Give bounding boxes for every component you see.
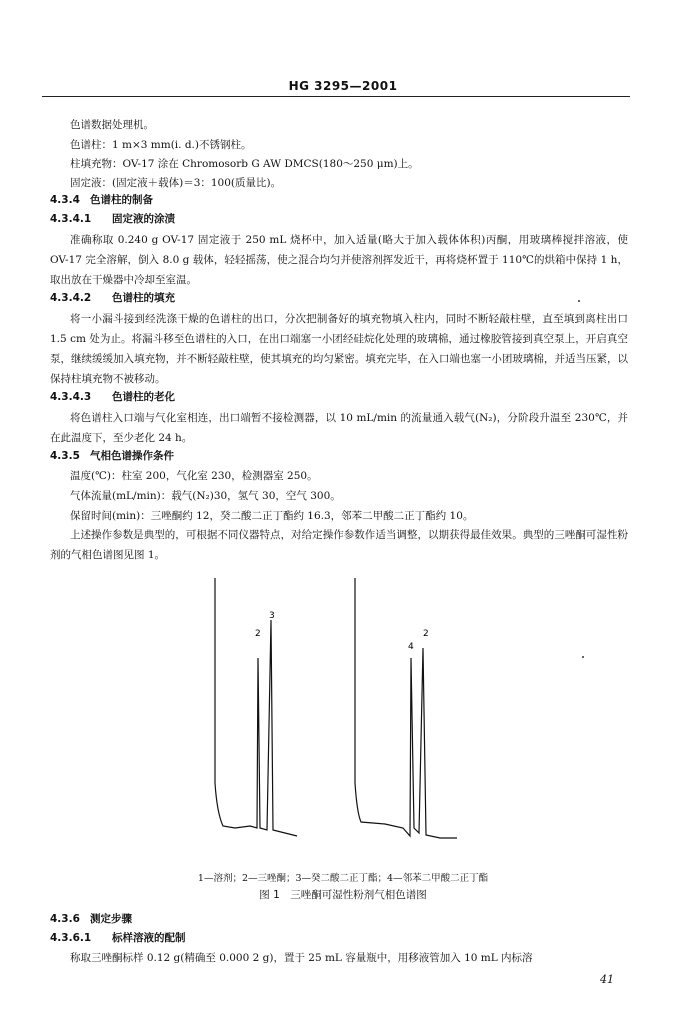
paragraph-4-3-6-1: 称取三唑酮标样 0.12 g(精确至 0.000 2 g)，置于 25 mL 容量瓶中，用移液管加入 10 mL 内标溶 (70, 952, 533, 964)
line-data-processor: 色谱数据处理机。 (70, 119, 154, 131)
line-column: 色谱柱：1 m×3 mm(i. d.)不锈钢柱。 (70, 139, 252, 151)
heading-4-3-6 (50, 912, 132, 926)
scan-speck (578, 300, 580, 302)
line-packing: 柱填充物：OV-17 涂在 Chromosorb G AW DMCS(180～250 μm)上。 (70, 158, 419, 170)
heading-4-3-4 (50, 193, 153, 207)
heading-4-3-6-1 (50, 931, 186, 945)
heading-4-3-4-1 (50, 212, 175, 226)
heading-number: 4.3.6.1 (50, 932, 92, 944)
peak-label-2-right: 2 (423, 629, 429, 639)
peak-label-2-left: 2 (255, 629, 261, 639)
chromatogram-figure (205, 578, 470, 853)
heading-4-3-5 (50, 449, 174, 463)
chromatogram-trace-right (355, 578, 457, 838)
condition-gas-flow: 气体流量(mL/min)：载气(N₂)30，氢气 30，空气 300。 (70, 490, 341, 502)
heading-number: 4.3.4.3 (50, 391, 92, 403)
scan-speck (582, 656, 584, 658)
heading-number: 4.3.4 (50, 194, 80, 206)
heading-title: 固定液的涂渍 (112, 213, 175, 225)
heading-number: 4.3.5 (50, 450, 80, 462)
paragraph-4-3-4-2: 将一小漏斗接到经洗涤干燥的色谱柱的出口，分次把制备好的填充物填入柱内，同时不断轻敲柱壁，直至填到离柱出口 1.5 cm 处为止。将漏斗移至色谱柱的入口，在出口端塞一小团经硅烷化处理的玻璃棉，通过橡胶管接到真空泵上，开启真空泵，继续缓缓加入填充物，并不断轻敲柱壁，使其填充的均匀紧密。填充完毕，在入口端也塞一小团玻璃棉，并适当压紧，以保持柱填充物不被移动。 (50, 313, 628, 385)
heading-title: 测定步骤 (90, 913, 132, 925)
heading-title: 色谱柱的填充 (112, 292, 175, 304)
paragraph-4-3-4-3: 将色谱柱入口端与气化室相连，出口端暂不接检测器，以 10 mL/min 的流量通入载气(N₂)，分阶段升温至 230℃，并在此温度下，至少老化 24 h。 (50, 412, 628, 444)
line-stationary-phase: 固定液：(固定液＋载体)＝3：100(质量比)。 (70, 177, 282, 189)
heading-number: 4.3.4.2 (50, 292, 92, 304)
header-rule (42, 96, 630, 97)
heading-4-3-4-2 (50, 291, 175, 305)
paragraph-4-3-5: 上述操作参数是典型的，可根据不同仪器特点，对给定操作参数作适当调整，以期获得最佳效果。典型的三唑酮可湿性粉剂的气相色谱图见图 1。 (50, 529, 628, 561)
condition-temperature: 温度(℃)：柱室 200，气化室 230，检测器室 250。 (70, 470, 318, 482)
heading-title: 标样溶液的配制 (112, 932, 186, 944)
heading-number: 4.3.4.1 (50, 213, 92, 225)
page-header-code: HG 3295—2001 (288, 79, 398, 93)
peak-label-4: 4 (408, 642, 414, 652)
chromatogram-trace-left (215, 578, 297, 836)
figure-legend: 1—溶剂；2—三唑酮；3—癸二酸二正丁酯；4—邻苯二甲酸二正丁酯 (197, 873, 489, 884)
page-number: 41 (600, 973, 614, 986)
heading-4-3-4-3 (50, 390, 175, 404)
heading-number: 4.3.6 (50, 913, 80, 925)
figure-caption: 图 1 三唑酮可湿性粉剂气相色谱图 (259, 889, 427, 901)
condition-retention-time: 保留时间(min)：三唑酮约 12，癸二酸二正丁酯约 16.3，邻苯二甲酸二正丁酯约 10。 (70, 510, 474, 522)
heading-title: 气相色谱操作条件 (90, 450, 174, 462)
paragraph-4-3-4-1: 准确称取 0.240 g OV-17 固定液于 250 mL 烧杯中，加入适量(略大于加入载体体积)丙酮，用玻璃棒搅拌溶液，使 OV-17 完全溶解，倒入 8.0 g 载体，轻轻摇荡，使之混合均匀并使溶剂挥发近干，再将烧杯置于 110℃的烘箱中保持 1 h，取出放在干燥器中冷却至室温。 (50, 234, 628, 286)
peak-label-3: 3 (269, 611, 275, 621)
heading-title: 色谱柱的制备 (90, 194, 153, 206)
heading-title: 色谱柱的老化 (112, 391, 175, 403)
